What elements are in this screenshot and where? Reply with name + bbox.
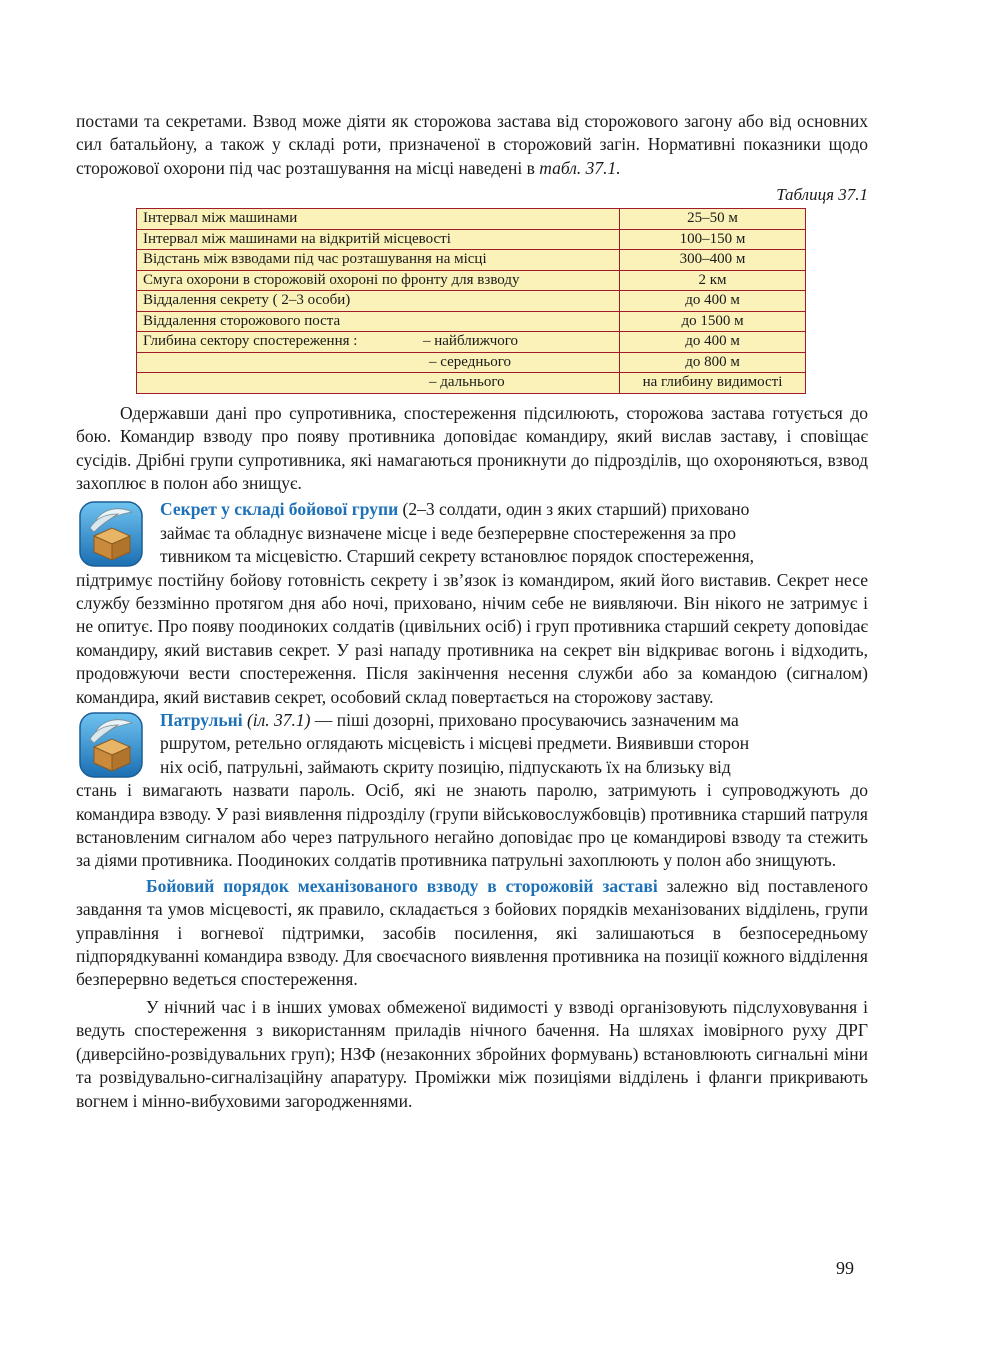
secret-block [76, 498, 868, 709]
paragraph-night: У нічний час і в інших умовах обмеженої видимості у взводі організовують підслуховування і ведуть спостереження з використанням приладів нічного бачення. На шляхах імовірного руху ДРГ (диверсійно-розвідувальних груп); НЗФ (незаконних збройних формувань) встановлюють сигнальні міни та розвідувально-сигналізаційну апаратуру. Проміжки між позиціями відділень і фланги прикривають вогнем і мінно-вибуховими загородженнями. [76, 996, 868, 1111]
table-cell-value: 2 км [620, 270, 806, 291]
intro-paragraph [76, 110, 868, 180]
secret-line-3: тивником та місцевістю. Старший секрету встановлює порядок спостереження, [160, 546, 755, 567]
table-row [137, 250, 806, 271]
patrol-heading: Патрульні [160, 710, 243, 730]
table-row [137, 373, 806, 394]
secret-heading: Секрет у складі бойової групи [160, 499, 399, 520]
table-row [137, 229, 806, 250]
table-reference: табл. 37.1. [539, 157, 621, 178]
table-cell-label [137, 332, 620, 353]
battle-order-heading: Бойовий порядок механізованого взводу в сторожовій заставі [146, 875, 658, 896]
intro-text: постами та секретами. Взвод може діяти як сторожова застава від сторожового загону або від основних сил батальйону, а також у складі роти, призначеної в сторожовий загін. Нормативні показники щодо сторожової охорони під час розташування на місці наведені в [76, 111, 868, 178]
table-cell-label: Смуга охорони в сторожовій охороні по фронту для взводу [137, 270, 620, 291]
battle-order-text: залежно від поставленого завдання та умов місцевості, як правило, складається з бойових порядків механізованих відділень, групи управління і вогневої підтримки, засобів посилення, які залишаються в безпосередньому підпорядкуванні командира взводу. Для своєчасного виявлення противника на позиції кожного відділення безперервно ведеться спостереження. [76, 875, 868, 990]
depth-sublabel: – найближчого [423, 333, 519, 350]
table-cell-label: – дальнього [137, 373, 620, 394]
table-row [137, 209, 806, 230]
figure-reference: (іл. 37.1) [242, 710, 311, 730]
table-cell-label: Відстань між взводами під час розташування на місці [137, 250, 620, 271]
patrol-text-rest: стань і вимагають назвати пароль. Осіб, які не знають паролю, затримують і супроводжують до командира взводу. У разі виявлення підрозділу (групи військовослужбовців) противника старший патруля встановленим сигналом або через патрульного негайно доповідає про це командирові взводу та стежить за діями противника. Поодиноких солдатів противника патрульні захоплюють у полон або знищують. [76, 780, 868, 871]
book-feather-icon [76, 500, 146, 570]
table-cell-value: на глибину видимості [620, 373, 806, 394]
table-cell-label: Віддалення секрету ( 2–3 особи) [137, 291, 620, 312]
table-cell-label: – середнього [137, 352, 620, 373]
secret-line-2: займає та обладнує визначене місце і веде безперервне спостереження за про [160, 522, 736, 543]
table-cell-value: 300–400 м [620, 250, 806, 271]
table-cell-value: до 800 м [620, 352, 806, 373]
norms-table [136, 208, 806, 394]
table-cell-value: до 400 м [620, 291, 806, 312]
patrol-line-1: — піші дозорні, приховано просуваючись зазначеним ма [310, 710, 739, 730]
table-cell-value: 100–150 м [620, 229, 806, 250]
patrol-line-2: ршрутом, ретельно оглядають місцевість і місцеві предмети. Виявивши сторон [160, 733, 750, 754]
secret-line-1: (2–3 солдати, один з яких старший) приховано [398, 499, 750, 520]
paragraph-battle-order [76, 875, 868, 992]
table-row [137, 311, 806, 332]
secret-text-rest: підтримує постійну бойову готовність секрету і зв’язок із командиром, який його виставив. Секрет несе службу беззмінно протягом дня або ночі, приховано, нічим себе не виявляючи. Він нікого не затримує і не опитує. Про появу поодиноких солдатів (цивільних осіб) і груп противника старший секрету доповідає командиру, який виставив секрет. У разі нападу противника на секрет він відкриває вогонь і відходить, продовжуючи вести спостереження. Після закінчення несення служби або за командою (сигналом) командира, який виставив секрет, особовий склад повертається на сторожову заставу. [76, 569, 868, 707]
table-row [137, 352, 806, 373]
table-cell-value: до 400 м [620, 332, 806, 353]
page-number: 99 [836, 1258, 854, 1278]
table-cell-label: Інтервал між машинами на відкритій місцевості [137, 229, 620, 250]
table-row [137, 291, 806, 312]
table-caption: Таблиця 37.1 [776, 185, 868, 205]
patrol-line-3: ніх осіб, патрульні, займають скриту позицію, підпускають їх на близьку від [160, 756, 731, 777]
book-feather-icon [76, 711, 146, 781]
paragraph-enemy-data: Одержавши дані про супротивника, спостереження підсилюють, сторожова застава готується до бою. Командир взводу про появу противника доповідає командиру, який вислав заставу, і сповіщає сусідів. Дрібні групи супротивника, які намагаються проникнути до підрозділів, що охороняються, взвод захоплює в полон або знищує. [76, 402, 868, 493]
table-cell-value: 25–50 м [620, 209, 806, 230]
table-cell-label: Інтервал між машинами [137, 209, 620, 230]
table-cell-label: Віддалення сторожового поста [137, 311, 620, 332]
patrol-block [76, 709, 868, 873]
table-row [137, 270, 806, 291]
table-cell-value: до 1500 м [620, 311, 806, 332]
table-row [137, 332, 806, 353]
page-content [76, 110, 868, 1113]
depth-label: Глибина сектору спостереження : [143, 333, 358, 350]
